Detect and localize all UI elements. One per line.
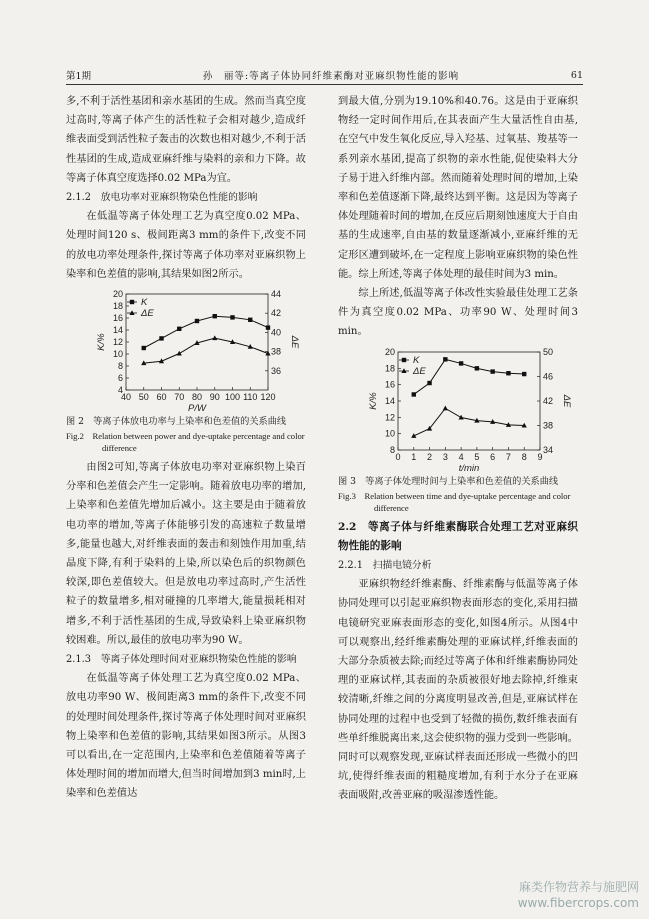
y-left-tick-label: 16 xyxy=(384,379,395,390)
y-left-tick-label: 16 xyxy=(112,313,123,324)
y-left-tick-label: 10 xyxy=(384,428,395,439)
figure-2-caption-zh: 图 2 等离子体放电功率与上染率和色差值的关系曲线 xyxy=(66,416,287,428)
data-point xyxy=(248,318,252,322)
paragraph: 亚麻织物经纤维素酶、纤维素酶与低温等离子体协同处理可以引起亚麻织物表面形态的变化,采用扫描电镜研究亚麻表面形态的变化,如图4所示。从图4中可以观察出,经纤维素酶处理的亚麻试样,纤维表面的大部分杂质被去除;而经过等离子体和纤维素酶协同处理的亚麻试样,其表面的杂质被很好地去除掉,纤维束较清晰,纤维之间的分离度明显改善,但是,亚麻试样在协同处理的过程中也受到了轻微的损伤,数纤维表面有些单纤维脱离出来,这会使织物的强力受到一些影响。同时可以观察发现,亚麻试样表面还形成一些微小的凹坑,使得纤维表面的粗糙度增加,有利于水分子在亚麻表面吸附,改善亚麻的吸湿渗透性能。 xyxy=(338,579,578,802)
figure-3-caption xyxy=(338,474,578,514)
figure-2-chart xyxy=(96,288,300,415)
data-point xyxy=(490,369,494,373)
data-point xyxy=(213,314,217,318)
data-point xyxy=(142,346,146,350)
page-header xyxy=(66,66,583,85)
x-axis-label: P/W xyxy=(188,403,206,415)
x-tick-label: 40 xyxy=(120,392,132,403)
x-tick-label: 60 xyxy=(156,392,167,403)
data-point xyxy=(177,327,181,331)
y-left-tick-label: 20 xyxy=(112,289,123,300)
y-left-tick-label: 10 xyxy=(112,349,123,360)
figure-2-caption-en: Fig.2 Relation between power and dye-uptake percentage and color difference xyxy=(66,431,305,454)
data-point xyxy=(443,405,448,410)
data-point xyxy=(475,366,479,370)
figure-3-caption-zh: 图 3 等离子体处理时间与上染率和色差值的关系曲线 xyxy=(338,475,559,487)
y-right-tick-label: 46 xyxy=(543,371,554,382)
watermark-line-2: www.fibercrops.com xyxy=(517,896,639,910)
y-right-axis-label: ΔE xyxy=(561,394,572,407)
y-right-tick-label: 42 xyxy=(543,395,554,406)
data-point xyxy=(427,380,431,384)
x-tick-label: 8 xyxy=(521,451,527,462)
legend-label: K xyxy=(141,297,148,309)
data-point xyxy=(195,319,199,323)
x-tick-label: 6 xyxy=(490,451,496,462)
x-tick-label: 7 xyxy=(505,451,511,462)
x-tick-label: 1 xyxy=(411,451,417,462)
y-right-tick-label: 42 xyxy=(271,308,282,319)
data-point xyxy=(522,371,526,375)
x-tick-label: 4 xyxy=(458,451,464,462)
x-tick-label: 9 xyxy=(537,451,543,462)
paragraph: 综上所述,低温等离子体改性实验最佳处理工艺条件为真空度0.02 MPa、功率90 W、处理时间3 min。 xyxy=(338,288,578,338)
legend-label: ΔE xyxy=(413,365,426,377)
y-right-tick-label: 34 xyxy=(543,444,554,455)
x-axis-label: t/min xyxy=(458,462,480,474)
y-left-tick-label: 18 xyxy=(112,301,123,312)
y-right-tick-label: 40 xyxy=(271,327,282,338)
figure-3-chart xyxy=(368,346,572,474)
y-left-tick-label: 6 xyxy=(117,373,123,384)
data-point xyxy=(412,392,416,396)
y-left-axis-label: K/% xyxy=(96,333,107,351)
watermark xyxy=(518,879,639,911)
paragraph: 由图2可知,等离子体放电功率对亚麻织物上染百分率和色差值会产生一定影响。随着放电功率的增加,上染率和色差值先增加后减小。这主要是由于随着放电功率的增加,等离子体能够引发的高速粒子数量增多,能量也越大,对纤维表面的轰击和刻蚀作用加重,结晶度下降,有利于染料的上染,所以染色后的织物颜色较深,即色差值较大。但是放电功率过高时,产生活性粒子的数量增多,相对碰撞的几率增大,能量损耗相对增多,不利于活性基团的生成,导致染料上染亚麻织物较困难。所以,最佳的放电功率为90 W。 xyxy=(66,462,306,646)
y-right-tick-label: 36 xyxy=(271,365,282,376)
running-title: 孙 丽等:等离子体协同纤维素酶对亚麻织物性能的影响 xyxy=(202,71,460,82)
figure-2-caption xyxy=(66,414,306,454)
section-heading-2-2-1: 2.2.1 扫描电镜分析 xyxy=(338,560,432,572)
x-tick-label: 3 xyxy=(442,451,448,462)
x-tick-label: 2 xyxy=(427,451,433,462)
data-point xyxy=(159,336,163,340)
x-tick-label: 0 xyxy=(395,451,401,462)
x-tick-label: 70 xyxy=(174,392,185,403)
data-point xyxy=(459,414,464,419)
x-tick-label: 80 xyxy=(191,392,203,403)
legend-label: ΔE xyxy=(141,308,154,320)
y-left-tick-label: 20 xyxy=(384,346,395,357)
y-right-tick-label: 38 xyxy=(271,346,282,357)
y-left-tick-label: 4 xyxy=(117,385,123,396)
y-left-tick-label: 8 xyxy=(117,361,123,372)
x-tick-label: 110 xyxy=(243,392,258,403)
y-left-axis-label: K/% xyxy=(368,391,379,410)
paragraph: 在低温等离子体处理工艺为真空度0.02 MPa、处理时间120 s、极间距离3 mm的条件下,改变不同的放电功率处理条件,探讨等离子体功率对亚麻织物上染率和色差值的影响,其结果如图2所示。 xyxy=(66,211,306,280)
x-tick-label: 90 xyxy=(209,392,220,403)
legend-label: K xyxy=(413,354,420,366)
figure-2 xyxy=(66,288,306,454)
data-point xyxy=(266,325,270,329)
section-heading-2-1-3: 2.1.3 等离子体处理时间对亚麻织物染色性能的影响 xyxy=(66,654,297,666)
series-line-ΔE xyxy=(144,338,268,363)
x-tick-label: 120 xyxy=(260,392,276,403)
y-right-axis-label: ΔE xyxy=(289,335,300,349)
right-column xyxy=(338,92,578,806)
section-heading-2-2: 2.2 等离子体与纤维素酶联合处理工艺对亚麻织物性能的影响 xyxy=(338,520,578,552)
data-point xyxy=(506,371,510,375)
figure-3 xyxy=(338,346,578,514)
data-point xyxy=(230,315,234,319)
y-left-tick-label: 14 xyxy=(384,395,395,406)
y-left-tick-label: 12 xyxy=(384,411,395,422)
data-point xyxy=(212,335,217,340)
issue-number: 第1期 xyxy=(66,71,92,82)
y-right-tick-label: 44 xyxy=(271,289,282,300)
y-left-tick-label: 18 xyxy=(384,362,395,373)
figure-3-caption-en: Fig.3 Relation between time and dye-uptake percentage and color difference xyxy=(338,490,571,513)
left-column xyxy=(66,92,306,804)
x-tick-label: 100 xyxy=(224,392,241,403)
paragraph: 到最大值,分别为19.10%和40.76。这是由于亚麻织物经一定时间作用后,在其表面产生大量活性自由基,在空气中发生氧化反应,导入羟基、过氧基、羧基等一系列亲水基团,提高了织物的亲水性能,促使染料大分子易于进入纤维内部。然而随着处理时间的增加,上染率和色差值逐渐下降,最终达到平衡。这是因为等离子体处理随着时间的增加,在反应后期刻蚀速度大于自由基的生成速率,自由基的数量逐渐减小,亚麻纤维的无定形区遭到破坏,在一定程度上影响亚麻织物的染色性能。综上所述,等离子体处理的最佳时间为3 min。 xyxy=(338,96,578,280)
x-tick-label: 5 xyxy=(474,451,480,462)
paragraph: 多,不利于活性基团和亲水基团的生成。然而当真空度过高时,等离子体产生的活性粒子会相对越少,造成纤维表面受到活性粒子轰击的次数也相对越少,不利于活性基团的生成,造成亚麻纤维与染料的亲和力下降。故等离子体真空度选择0.02 MPa为宜。 xyxy=(66,96,306,184)
paragraph: 在低温等离子体处理工艺为真空度0.02 MPa、放电功率90 W、极间距离3 mm的条件下,改变不同的处理时间处理条件,探讨等离子体处理时间对亚麻织物上染率和色差值的影响,其结果如图3所示。从图3可以看出,在一定范围内,上染率和色差值随着等离子体处理时间的增加而增大,但当时间增加到3 min时,上染率和色差值达 xyxy=(66,673,306,800)
y-left-tick-label: 8 xyxy=(389,444,395,455)
series-line-K xyxy=(414,359,524,394)
y-right-tick-label: 38 xyxy=(543,420,554,431)
y-left-tick-label: 12 xyxy=(112,337,123,348)
data-point xyxy=(459,361,463,365)
y-left-tick-label: 14 xyxy=(112,325,123,336)
data-point xyxy=(443,357,447,361)
section-heading-2-1-2: 2.1.2 放电功率对亚麻织物染色性能的影响 xyxy=(66,192,258,204)
page-number: 61 xyxy=(570,69,583,81)
series-line-ΔE xyxy=(414,408,524,436)
watermark-line-1: 麻类作物营养与施肥网 xyxy=(518,880,639,894)
x-tick-label: 50 xyxy=(138,392,149,403)
data-point xyxy=(177,351,182,356)
y-right-tick-label: 50 xyxy=(543,346,554,357)
